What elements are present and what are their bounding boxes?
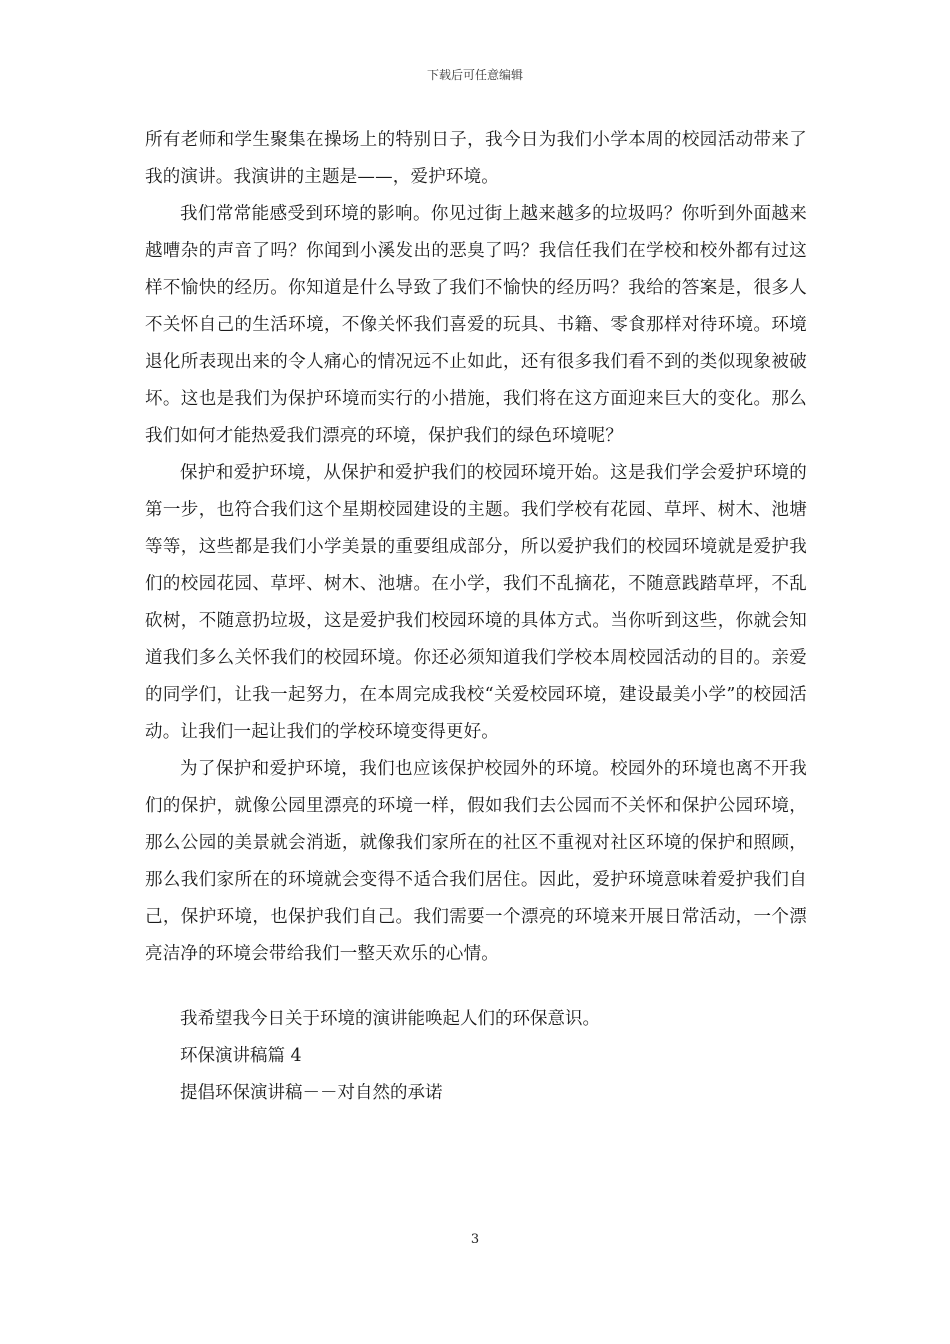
paragraph-3: 保护和爱护环境，从保护和爱护我们的校园环境开始。这是我们学会爱护环境的第一步，也符合我们这个星期校园建设的主题。我们学校有花园、草坪、树木、池塘等等，这些都是我们小学美景的重要组成部分，所以爱护我们的校园环境就是爱护我们的校园花园、草坪、树木、池塘。在小学，我们不乱摘花，不随意践踏草坪，不乱砍树，不随意扔垃圾，这是爱护我们校园环境的具体方式。当你听到这些，你就会知道我们多么关怀我们的校园环境。你还必须知道我们学校本周校园活动的目的。亲爱的同学们，让我一起努力，在本周完成我校“关爱校园环境，建设最美小学”的校园活动。让我们一起让我们的学校环境变得更好。 bbox=[145, 463, 807, 742]
page-number: 3 bbox=[470, 1232, 480, 1247]
closing-remark: 我希望我今日关于环境的演讲能唤起人们的环保意识。 bbox=[180, 1009, 600, 1029]
speech-title: 提倡环保演讲稿－－对自然的承诺 bbox=[180, 1083, 443, 1103]
header-note: 下载后可任意编辑 bbox=[426, 68, 523, 82]
section-heading: 环保演讲稿篇 4 bbox=[180, 1046, 302, 1066]
paragraph-gap bbox=[145, 973, 807, 1001]
paragraph-1: 所有老师和学生聚集在操场上的特别日子，我今日为我们小学本周的校园活动带来了我的演讲。我演讲的主题是——，爱护环境。 bbox=[145, 130, 807, 187]
document-body bbox=[145, 122, 807, 1112]
paragraph-4: 为了保护和爱护环境，我们也应该保护校园外的环境。校园外的环境也离不开我们的保护，就像公园里漂亮的环境一样，假如我们去公园而不关怀和保护公园环境，那么公园的美景就会消逝，就像我们家所在的社区不重视对社区环境的保护和照顾，那么我们家所在的环境就会变得不适合我们居住。因此，爱护环境意味着爱护我们自己，保护环境，也保护我们自己。我们需要一个漂亮的环境来开展日常活动，一个漂亮洁净的环境会带给我们一整天欢乐的心情。 bbox=[145, 759, 807, 964]
paragraph-2: 我们常常能感受到环境的影响。你见过街上越来越多的垃圾吗？你听到外面越来越嘈杂的声音了吗？你闻到小溪发出的恶臭了吗？我信任我们在学校和校外都有过这样不愉快的经历。你知道是什么导致了我们不愉快的经历吗？我给的答案是，很多人不关怀自己的生活环境，不像关怀我们喜爱的玩具、书籍、零食那样对待环境。环境退化所表现出来的令人痛心的情况远不止如此，还有很多我们看不到的类似现象被破坏。这也是我们为保护环境而实行的小措施，我们将在这方面迎来巨大的变化。那么我们如何才能热爱我们漂亮的环境，保护我们的绿色环境呢？ bbox=[145, 204, 807, 446]
